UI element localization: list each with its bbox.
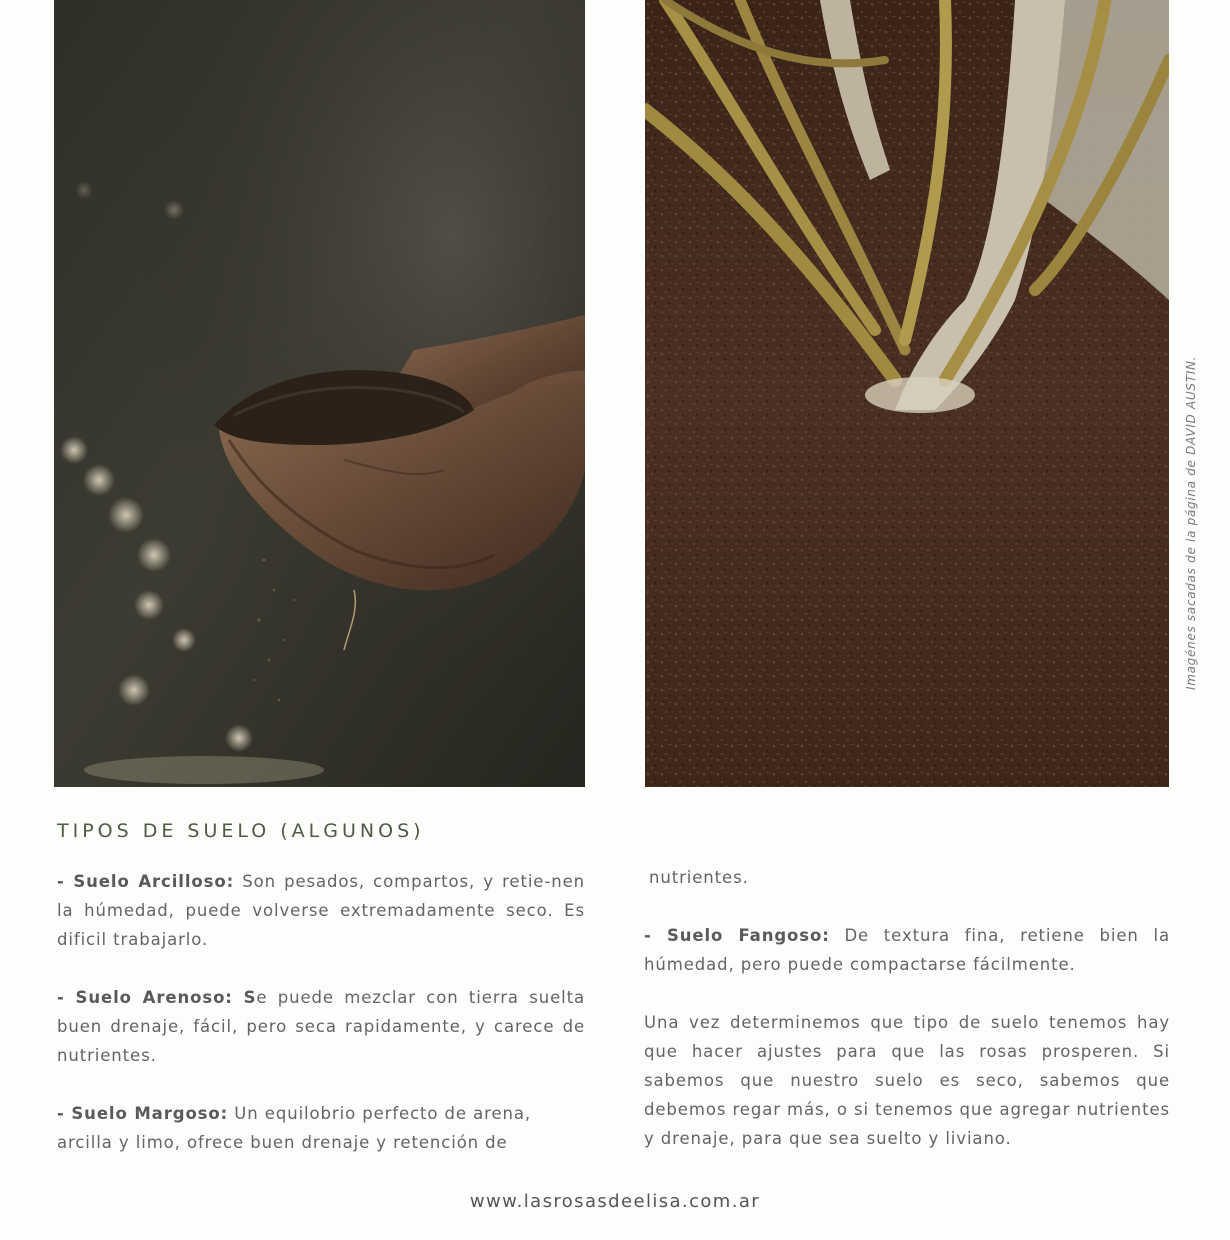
text-suelo-margoso: Un equilobrio perfecto de arena, arcilla y limo, ofrece buen drenaje y retención de bbox=[57, 1104, 532, 1152]
website-url[interactable]: www.lasrosasdeelisa.com.ar bbox=[469, 1191, 761, 1212]
paragraph-suelo-fangoso bbox=[644, 921, 1170, 979]
hands-holding-soil-photo bbox=[54, 0, 585, 787]
paragraph-conclusion: Una vez determinemos que tipo de suelo tenemos hay que hacer ajustes para que las rosas prosperen. Si sabemos que nuestro suelo es seco, sabemos que debemos regar más, o si tenemos que agregar nutrientes y drenaje, para que sea suelto y liviano. bbox=[644, 1013, 1170, 1148]
term-suelo-arcilloso: - Suelo Arcilloso: bbox=[57, 872, 235, 891]
hands-holding-soil-image bbox=[54, 0, 585, 787]
left-text-column bbox=[57, 867, 585, 1157]
continuation-text: nutrientes. bbox=[649, 868, 749, 887]
section-title: TIPOS DE SUELO (ALGUNOS) bbox=[57, 820, 425, 842]
paragraph-suelo-arcilloso bbox=[57, 867, 585, 954]
rose-stems-in-soil-image bbox=[645, 0, 1169, 787]
term-suelo-arenoso: - Suelo Arenoso: S bbox=[57, 988, 257, 1007]
term-suelo-margoso: - Suelo Margoso: bbox=[57, 1104, 229, 1123]
rose-stems-in-soil-photo bbox=[645, 0, 1169, 787]
right-text-column bbox=[644, 863, 1170, 1153]
paragraph-suelo-arenoso bbox=[57, 983, 585, 1070]
term-suelo-fangoso: - Suelo Fangoso: bbox=[644, 926, 830, 945]
image-credit: Imagénes sacadas de la página de DAVID AUSTIN. bbox=[1184, 355, 1198, 690]
text-suelo-arenoso: e puede mezclar con tierra suelta buen drenaje, fácil, pero seca rapidamente, y carece de nutrientes. bbox=[57, 988, 585, 1065]
paragraph-suelo-margoso bbox=[57, 1099, 585, 1157]
text-suelo-arcilloso: Son pesados, compartos, y retie-nen la húmedad, puede volverse extremadamente seco. Es dificil trabajarlo. bbox=[57, 872, 585, 949]
text-suelo-fangoso: De textura fina, retiene bien la húmedad, pero puede compactarse fácilmente. bbox=[644, 926, 1170, 974]
